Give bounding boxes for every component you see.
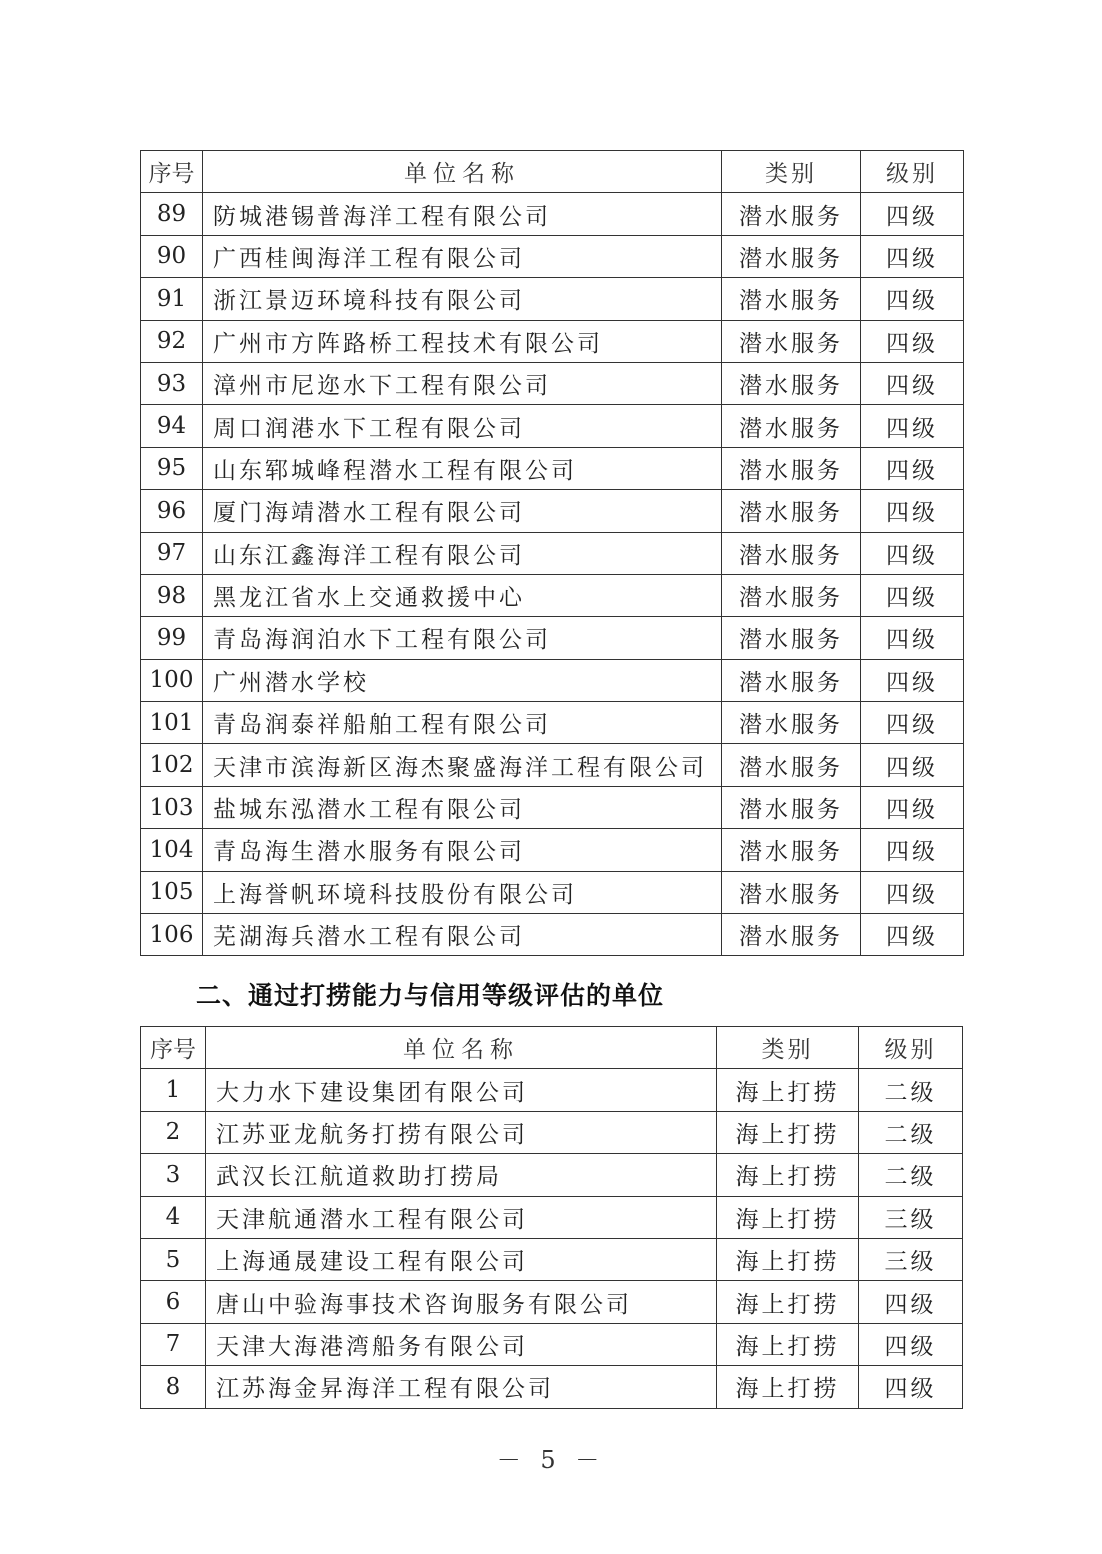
row-level: 四级 [861,447,964,489]
row-unit-name: 芜湖海兵潜水工程有限公司 [203,914,722,956]
row-index: 95 [141,447,203,489]
header-index: 序号 [141,1027,206,1069]
row-category: 海上打捞 [717,1281,859,1323]
row-unit-name: 广州市方阵路桥工程技术有限公司 [203,320,722,362]
row-level: 四级 [861,320,964,362]
row-unit-name: 上海通晟建设工程有限公司 [206,1238,717,1280]
row-unit-name: 盐城东泓潜水工程有限公司 [203,786,722,828]
row-index: 89 [141,193,203,235]
row-category: 潜水服务 [722,278,861,320]
row-level: 三级 [859,1196,963,1238]
table-row [141,659,964,701]
table-row [141,193,964,235]
table-row [141,829,964,871]
row-index: 1 [141,1069,206,1111]
table-row [141,362,964,404]
row-level: 二级 [859,1069,963,1111]
row-index: 91 [141,278,203,320]
row-level: 四级 [861,871,964,913]
row-category: 潜水服务 [722,193,861,235]
row-index: 98 [141,574,203,616]
row-index: 7 [141,1323,206,1365]
table-row [141,320,964,362]
table-row [141,1069,963,1111]
row-unit-name: 天津市滨海新区海杰聚盛海洋工程有限公司 [203,744,722,786]
header-unit-name: 单位名称 [203,151,722,193]
row-unit-name: 漳州市尼迩水下工程有限公司 [203,362,722,404]
row-category: 潜水服务 [722,829,861,871]
header-unit-name: 单位名称 [206,1027,717,1069]
row-level: 四级 [859,1366,963,1408]
row-level: 四级 [861,702,964,744]
row-index: 106 [141,914,203,956]
row-level: 四级 [861,617,964,659]
page-number: － 5 － [496,1446,606,1474]
table-row [141,1323,963,1365]
row-unit-name: 黑龙江省水上交通救援中心 [203,574,722,616]
row-index: 104 [141,829,203,871]
row-index: 3 [141,1154,206,1196]
row-index: 93 [141,362,203,404]
row-unit-name: 广西桂闽海洋工程有限公司 [203,235,722,277]
row-category: 潜水服务 [722,744,861,786]
table-row [141,278,964,320]
row-level: 四级 [861,405,964,447]
table-row [141,532,964,574]
table-row [141,405,964,447]
row-category: 潜水服务 [722,617,861,659]
row-category: 潜水服务 [722,574,861,616]
table-row [141,702,964,744]
row-index: 97 [141,532,203,574]
diving-units-table-body [141,151,964,956]
row-level: 四级 [861,490,964,532]
row-unit-name: 武汉长江航道救助打捞局 [206,1154,717,1196]
row-index: 102 [141,744,203,786]
row-category: 潜水服务 [722,362,861,404]
row-index: 96 [141,490,203,532]
row-level: 四级 [861,193,964,235]
row-category: 海上打捞 [717,1154,859,1196]
row-index: 92 [141,320,203,362]
row-category: 潜水服务 [722,447,861,489]
row-index: 94 [141,405,203,447]
row-index: 6 [141,1281,206,1323]
row-unit-name: 山东江鑫海洋工程有限公司 [203,532,722,574]
row-index: 90 [141,235,203,277]
header-level: 级别 [859,1027,963,1069]
row-level: 四级 [859,1323,963,1365]
row-level: 四级 [861,914,964,956]
row-unit-name: 青岛海润泊水下工程有限公司 [203,617,722,659]
row-unit-name: 江苏亚龙航务打捞有限公司 [206,1111,717,1153]
row-category: 潜水服务 [722,702,861,744]
row-index: 100 [141,659,203,701]
row-unit-name: 山东郓城峰程潜水工程有限公司 [203,447,722,489]
table-row [141,235,964,277]
row-index: 2 [141,1111,206,1153]
row-category: 海上打捞 [717,1366,859,1408]
row-level: 四级 [861,362,964,404]
table-row [141,1238,963,1280]
row-level: 四级 [861,829,964,871]
row-category: 潜水服务 [722,786,861,828]
row-category: 海上打捞 [717,1111,859,1153]
row-unit-name: 江苏海金昇海洋工程有限公司 [206,1366,717,1408]
row-index: 105 [141,871,203,913]
table-row [141,1196,963,1238]
row-unit-name: 上海誉帆环境科技股份有限公司 [203,871,722,913]
table-row [141,1154,963,1196]
row-index: 5 [141,1238,206,1280]
diving-units-table [140,150,964,956]
row-category: 潜水服务 [722,235,861,277]
row-unit-name: 唐山中验海事技术咨询服务有限公司 [206,1281,717,1323]
table-row [141,617,964,659]
table-header-row [141,151,964,193]
section-title: 二、通过打捞能力与信用等级评估的单位 [196,981,665,1010]
table-row [141,871,964,913]
table-row [141,447,964,489]
row-index: 8 [141,1366,206,1408]
row-level: 四级 [861,532,964,574]
row-level: 四级 [861,574,964,616]
row-category: 潜水服务 [722,490,861,532]
row-index: 101 [141,702,203,744]
table-row [141,1366,963,1408]
row-category: 海上打捞 [717,1069,859,1111]
row-index: 103 [141,786,203,828]
row-unit-name: 广州潜水学校 [203,659,722,701]
row-unit-name: 防城港锡普海洋工程有限公司 [203,193,722,235]
row-level: 四级 [861,278,964,320]
row-category: 潜水服务 [722,320,861,362]
row-category: 潜水服务 [722,532,861,574]
table-row [141,744,964,786]
row-index: 4 [141,1196,206,1238]
table-row [141,574,964,616]
row-level: 四级 [861,786,964,828]
header-category: 类别 [717,1027,859,1069]
salvage-units-table-body [141,1027,963,1409]
row-unit-name: 青岛海生潜水服务有限公司 [203,829,722,871]
salvage-units-table [140,1026,963,1409]
row-category: 潜水服务 [722,405,861,447]
table-row [141,914,964,956]
row-unit-name: 天津航通潜水工程有限公司 [206,1196,717,1238]
table-row [141,786,964,828]
row-level: 四级 [861,235,964,277]
table-row [141,1111,963,1153]
row-level: 四级 [859,1281,963,1323]
row-index: 99 [141,617,203,659]
row-unit-name: 周口润港水下工程有限公司 [203,405,722,447]
row-level: 四级 [861,659,964,701]
row-category: 海上打捞 [717,1238,859,1280]
row-category: 潜水服务 [722,914,861,956]
row-category: 海上打捞 [717,1196,859,1238]
row-unit-name: 浙江景迈环境科技有限公司 [203,278,722,320]
row-unit-name: 大力水下建设集团有限公司 [206,1069,717,1111]
header-index: 序号 [141,151,203,193]
row-unit-name: 厦门海靖潜水工程有限公司 [203,490,722,532]
row-level: 三级 [859,1238,963,1280]
table-row [141,490,964,532]
header-category: 类别 [722,151,861,193]
row-category: 海上打捞 [717,1323,859,1365]
row-category: 潜水服务 [722,871,861,913]
row-unit-name: 天津大海港湾船务有限公司 [206,1323,717,1365]
header-level: 级别 [861,151,964,193]
row-level: 四级 [861,744,964,786]
row-level: 二级 [859,1111,963,1153]
row-unit-name: 青岛润泰祥船舶工程有限公司 [203,702,722,744]
table-row [141,1281,963,1323]
row-category: 潜水服务 [722,659,861,701]
table-header-row [141,1027,963,1069]
row-level: 二级 [859,1154,963,1196]
